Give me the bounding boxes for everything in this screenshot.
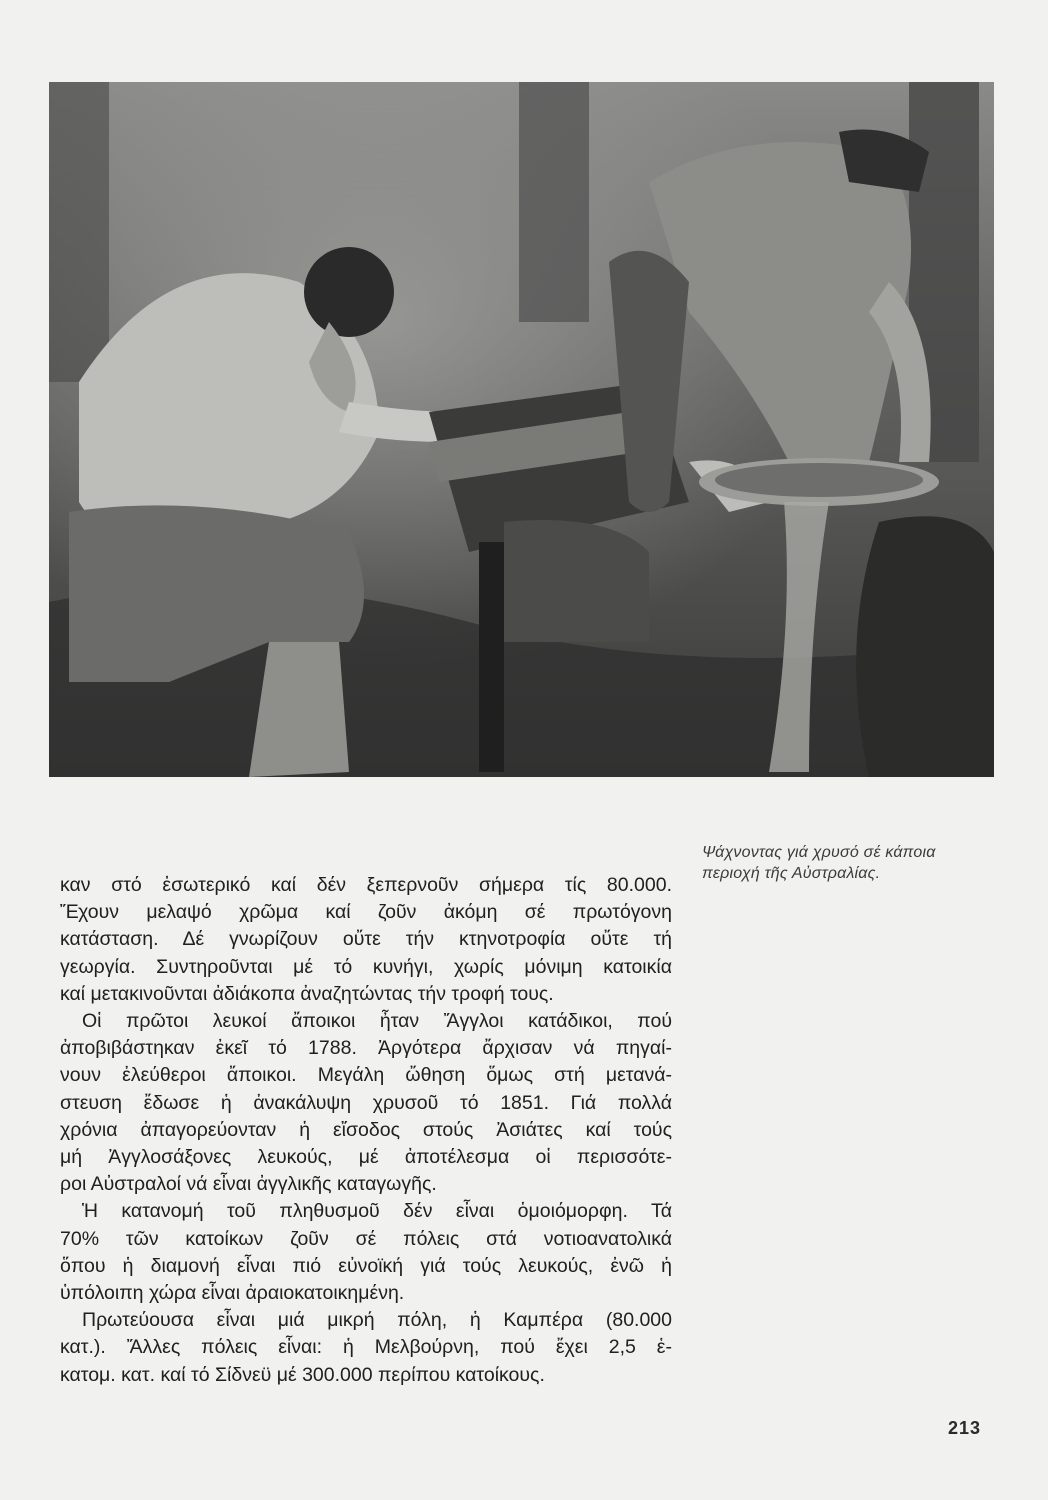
text-line: κατάσταση. Δέ γνωρίζουν οὔτε τήν κτηνοτροφία οὔτε τή	[60, 928, 672, 951]
article-body	[60, 872, 672, 1389]
text-line: ὑπόλοιπη χώρα εἶναι ἀραιοκατοικημένη.	[60, 1282, 405, 1305]
text-line: Ἡ κατανομή τοῦ πληθυσμοῦ δέν εἶναι ὁμοιόμορφη. Τά	[82, 1200, 672, 1223]
text-line: γεωργία. Συντηροῦνται μέ τό κυνήγι, χωρίς μόνιμη κατοικία	[60, 955, 672, 978]
text-line: κατομ. κατ. καί τό Σίδνεϋ μέ 300.000 περίπου κατοίκους.	[60, 1363, 545, 1386]
text-line: ὅπου ἡ διαμονή εἶναι πιό εὐνοϊκή γιά τούς λευκούς, ἐνῶ ἡ	[60, 1254, 672, 1277]
caption-line: Ψάχνοντας γιά χρυσό σέ κάποια	[702, 844, 936, 861]
text-line: ροι Αὐστραλοί νά εἶναι ἀγγλικῆς καταγωγῆς.	[60, 1173, 437, 1196]
text-line: Πρωτεύουσα εἶναι μιά μικρή πόλη, ἡ Καμπέρα (80.000	[82, 1309, 672, 1332]
photo-image	[49, 82, 994, 777]
photo-caption	[702, 842, 992, 884]
text-line: Ἔχουν μελαψό χρῶμα καί ζοῦν ἀκόμη σέ πρωτόγονη	[60, 901, 672, 924]
photograph-gold-panning	[49, 82, 994, 777]
text-line: κατ.). Ἄλλες πόλεις εἶναι: ἡ Μελβούρνη, πού ἔχει 2,5 ἑ-	[60, 1336, 672, 1359]
text-line: στευση ἔδωσε ἡ ἀνακάλυψη χρυσοῦ τό 1851. Γιά πολλά	[60, 1091, 672, 1114]
text-line: καί μετακινοῦνται ἀδιάκοπα ἀναζητώντας τήν τροφή τους.	[60, 982, 554, 1005]
text-line: ἀποβιβάστηκαν ἐκεῖ τό 1788. Ἀργότερα ἄρχισαν νά πηγαί-	[60, 1037, 672, 1060]
text-line: Οἱ πρῶτοι λευκοί ἄποικοι ἦταν Ἄγγλοι κατάδικοι, πού	[82, 1010, 672, 1033]
text-line: 70% τῶν κατοίκων ζοῦν σέ πόλεις στά νοτιοανατολικά	[60, 1227, 672, 1250]
text-line: νουν ἐλεύθεροι ἄποικοι. Μεγάλη ὤθηση ὅμως στή μετανά-	[60, 1064, 672, 1087]
text-line: μή Ἀγγλοσάξονες λευκούς, μέ ἀποτέλεσμα οἱ περισσότε-	[60, 1146, 672, 1169]
page-number: 213	[948, 1418, 982, 1438]
caption-line: περιοχή τῆς Αὐστραλίας.	[702, 865, 881, 882]
text-line: καν στό ἐσωτερικό καί δέν ξεπερνοῦν σήμερα τίς 80.000.	[60, 874, 672, 896]
text-line: χρόνια ἀπαγορεύονταν ἡ εἴσοδος στούς Ἀσιάτες καί τούς	[60, 1118, 672, 1141]
